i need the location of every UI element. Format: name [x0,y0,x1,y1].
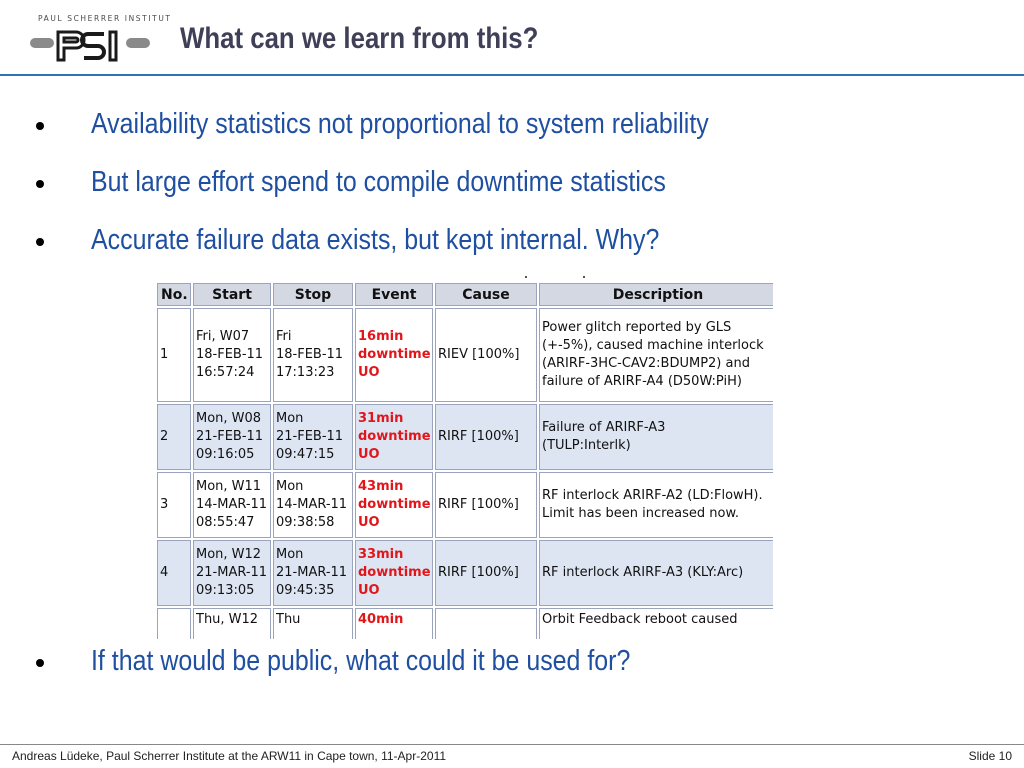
col-header-no: No. [157,283,191,306]
cell-cause: RIRF [100%] [435,404,537,470]
slide-number: Slide 10 [968,749,1012,763]
cell-stop: Fri 18-FEB-11 17:13:23 [273,308,353,402]
slide-title: What can we learn from this? [180,22,539,55]
cell-description: Failure of ARIRF-A3 (TULP:Interlk) [539,404,773,470]
bullet-text: Availability statistics not proportional to system reliability [91,108,709,140]
cell-cause: RIRF [100%] [435,540,537,606]
cell-no: 4 [157,540,191,606]
table-row [157,308,773,402]
cell-event: 40min [355,608,433,639]
cell-no: 2 [157,404,191,470]
downtime-table [157,283,773,639]
cell-event: 16min downtime UO [355,308,433,402]
psi-logo [30,14,172,66]
cell-event: 31min downtime UO [355,404,433,470]
col-header-event: Event [355,283,433,306]
cell-event: 33min downtime UO [355,540,433,606]
footer-author: Andreas Lüdeke, Paul Scherrer Institute at the ARW11 in Cape town, 11-Apr-2011 [12,749,447,763]
cell-start: Fri, W07 18-FEB-11 16:57:24 [193,308,271,402]
cell-stop: Thu [273,608,353,639]
table-row [157,608,773,639]
cell-start: Mon, W11 14-MAR-11 08:55:47 [193,472,271,538]
cell-cause: RIRF [100%] [435,472,537,538]
bullet-text: Accurate failure data exists, but kept internal. Why? [91,224,660,256]
cell-start: Thu, W12 [193,608,271,639]
cell-no: 3 [157,472,191,538]
table-row [157,404,773,470]
table-header-row [157,283,773,306]
cell-stop: Mon 21-MAR-11 09:45:35 [273,540,353,606]
bullet-dot-icon [36,122,44,130]
cell-start: Mon, W08 21-FEB-11 09:16:05 [193,404,271,470]
col-header-cause: Cause [435,283,537,306]
cell-stop: Mon 14-MAR-11 09:38:58 [273,472,353,538]
cell-description: RF interlock ARIRF-A2 (LD:FlowH). Limit has been increased now. [539,472,773,538]
table-row [157,540,773,606]
footer-divider [0,744,1024,745]
cell-no [157,608,191,639]
bullet-dot-icon [36,659,44,667]
bullet-text: But large effort spend to compile downtime statistics [91,166,666,198]
cell-description: RF interlock ARIRF-A3 (KLY:Arc) [539,540,773,606]
header-divider [0,74,1024,76]
cell-description: Power glitch reported by GLS (+-5%), caused machine interlock (ARIRF-3HC-CAV2:BDUMP2) and failure of ARIRF-A4 (D50W:PiH) [539,308,773,402]
col-header-start: Start [193,283,271,306]
col-header-description: Description [539,283,773,306]
bullet-text: If that would be public, what could it be used for? [91,645,631,677]
psi-logo-mark-icon [30,26,150,66]
logo-institute-text: PAUL SCHERRER INSTITUT [38,14,172,23]
crop-artifact [521,276,591,282]
downtime-table-image [157,283,773,639]
cell-description: Orbit Feedback reboot caused [539,608,773,639]
cell-cause [435,608,537,639]
col-header-stop: Stop [273,283,353,306]
bullet-dot-icon [36,238,44,246]
cell-start: Mon, W12 21-MAR-11 09:13:05 [193,540,271,606]
cell-stop: Mon 21-FEB-11 09:47:15 [273,404,353,470]
cell-no: 1 [157,308,191,402]
bullet-dot-icon [36,180,44,188]
table-row [157,472,773,538]
cell-cause: RIEV [100%] [435,308,537,402]
cell-event: 43min downtime UO [355,472,433,538]
